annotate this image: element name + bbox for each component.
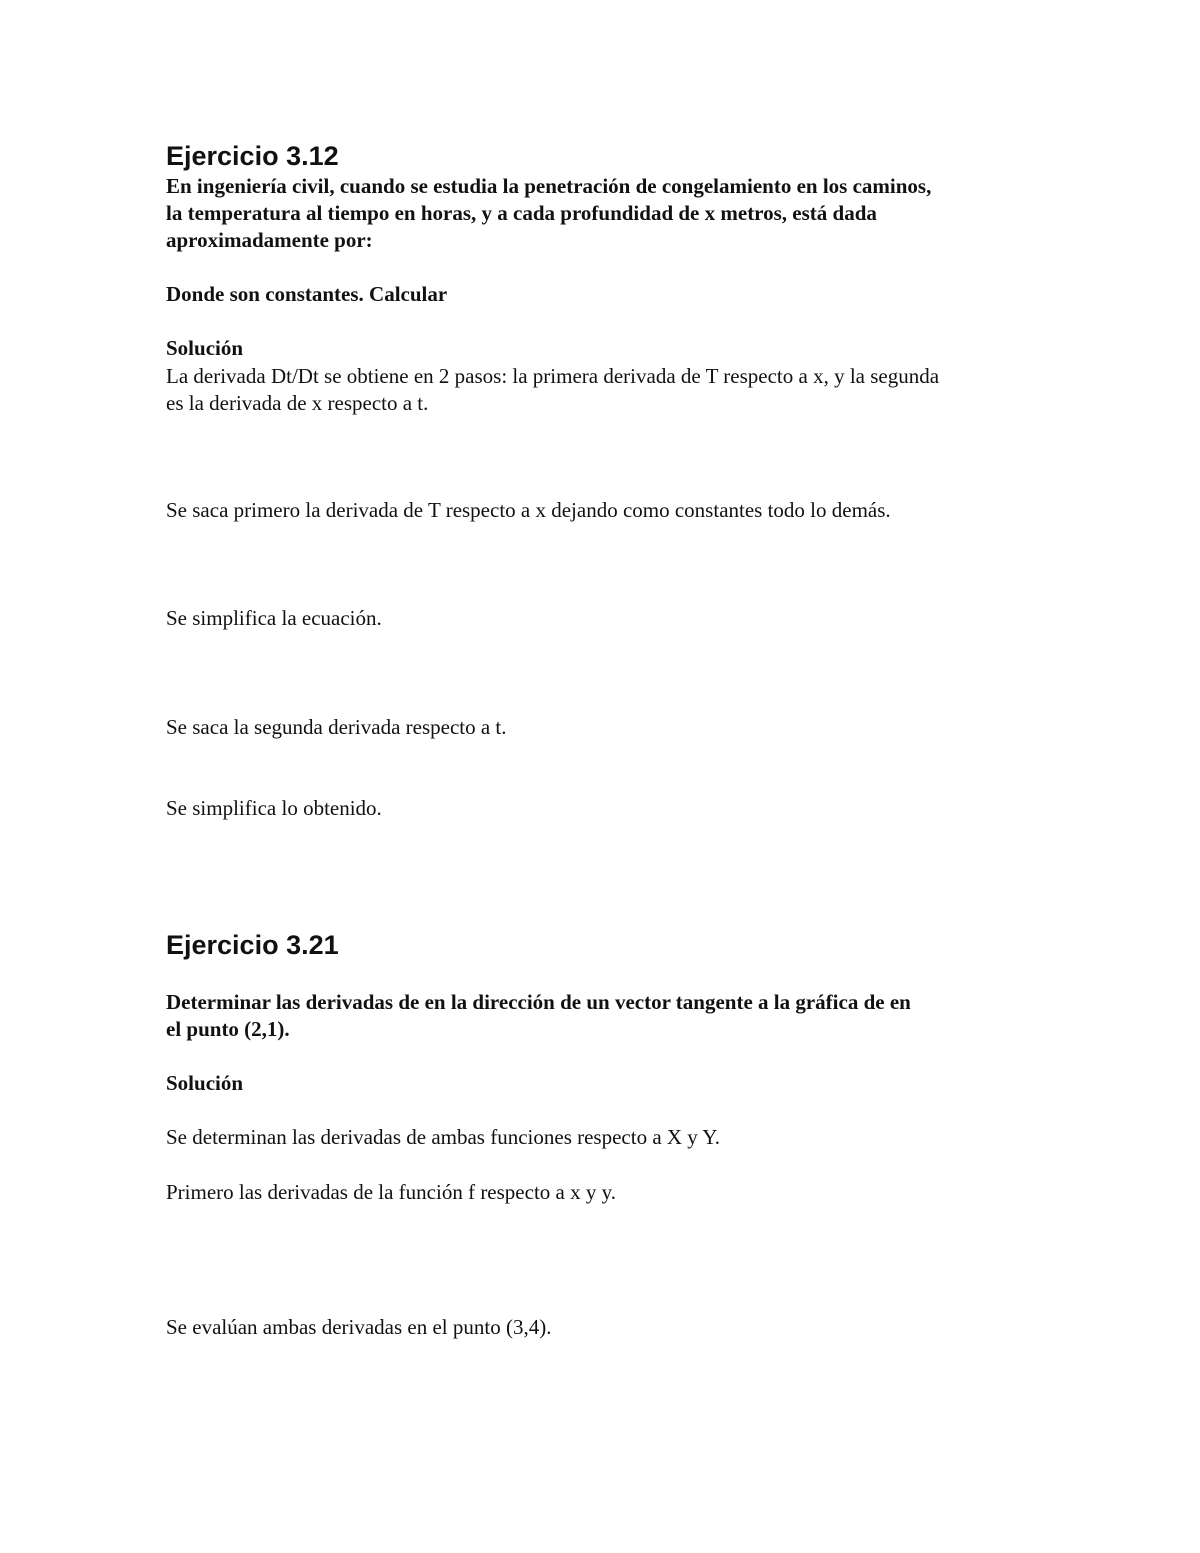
exercise-1-donde-text: Donde son constantes. Calcular bbox=[166, 282, 448, 306]
exercise-1-step-3: Se saca la segunda derivada respecto a t. bbox=[166, 715, 507, 739]
exercise-2-statement-line-1: Determinar las derivadas de en la dirección de un vector tangente a la gráfica de en bbox=[166, 990, 911, 1014]
exercise-1-step-1: Se saca primero la derivada de T respecto a x dejando como constantes todo lo demás. bbox=[166, 498, 891, 522]
exercise-1-solucion-label: Solución bbox=[166, 336, 244, 360]
exercise-2-step-1: Se determinan las derivadas de ambas funciones respecto a X y Y. bbox=[166, 1125, 720, 1149]
exercise-1-step-2: Se simplifica la ecuación. bbox=[166, 606, 382, 630]
exercise-2-step-2: Primero las derivadas de la función f respecto a x y y. bbox=[166, 1180, 616, 1204]
exercise-1-step-4: Se simplifica lo obtenido. bbox=[166, 796, 382, 820]
exercise-2-step-3: Se evalúan ambas derivadas en el punto (3,4). bbox=[166, 1315, 552, 1339]
exercise-2-statement-line-2: el punto (2,1). bbox=[166, 1017, 290, 1041]
exercise-1-statement-line-2: la temperatura al tiempo en horas, y a cada profundidad de x metros, está dada bbox=[166, 201, 877, 225]
exercise-2-solucion-label: Solución bbox=[166, 1071, 244, 1095]
exercise-1-statement-line-3: aproximadamente por: bbox=[166, 228, 373, 252]
exercise-1-statement-line-1: En ingeniería civil, cuando se estudia la penetración de congelamiento en los caminos, bbox=[166, 174, 932, 198]
exercise-1-intro-line-2: es la derivada de x respecto a t. bbox=[166, 391, 429, 415]
exercise-1-title: Ejercicio 3.12 bbox=[166, 141, 339, 171]
exercise-2-title: Ejercicio 3.21 bbox=[166, 930, 339, 960]
exercise-1-intro-line-1: La derivada Dt/Dt se obtiene en 2 pasos: la primera derivada de T respecto a x, y la segunda bbox=[166, 364, 940, 388]
